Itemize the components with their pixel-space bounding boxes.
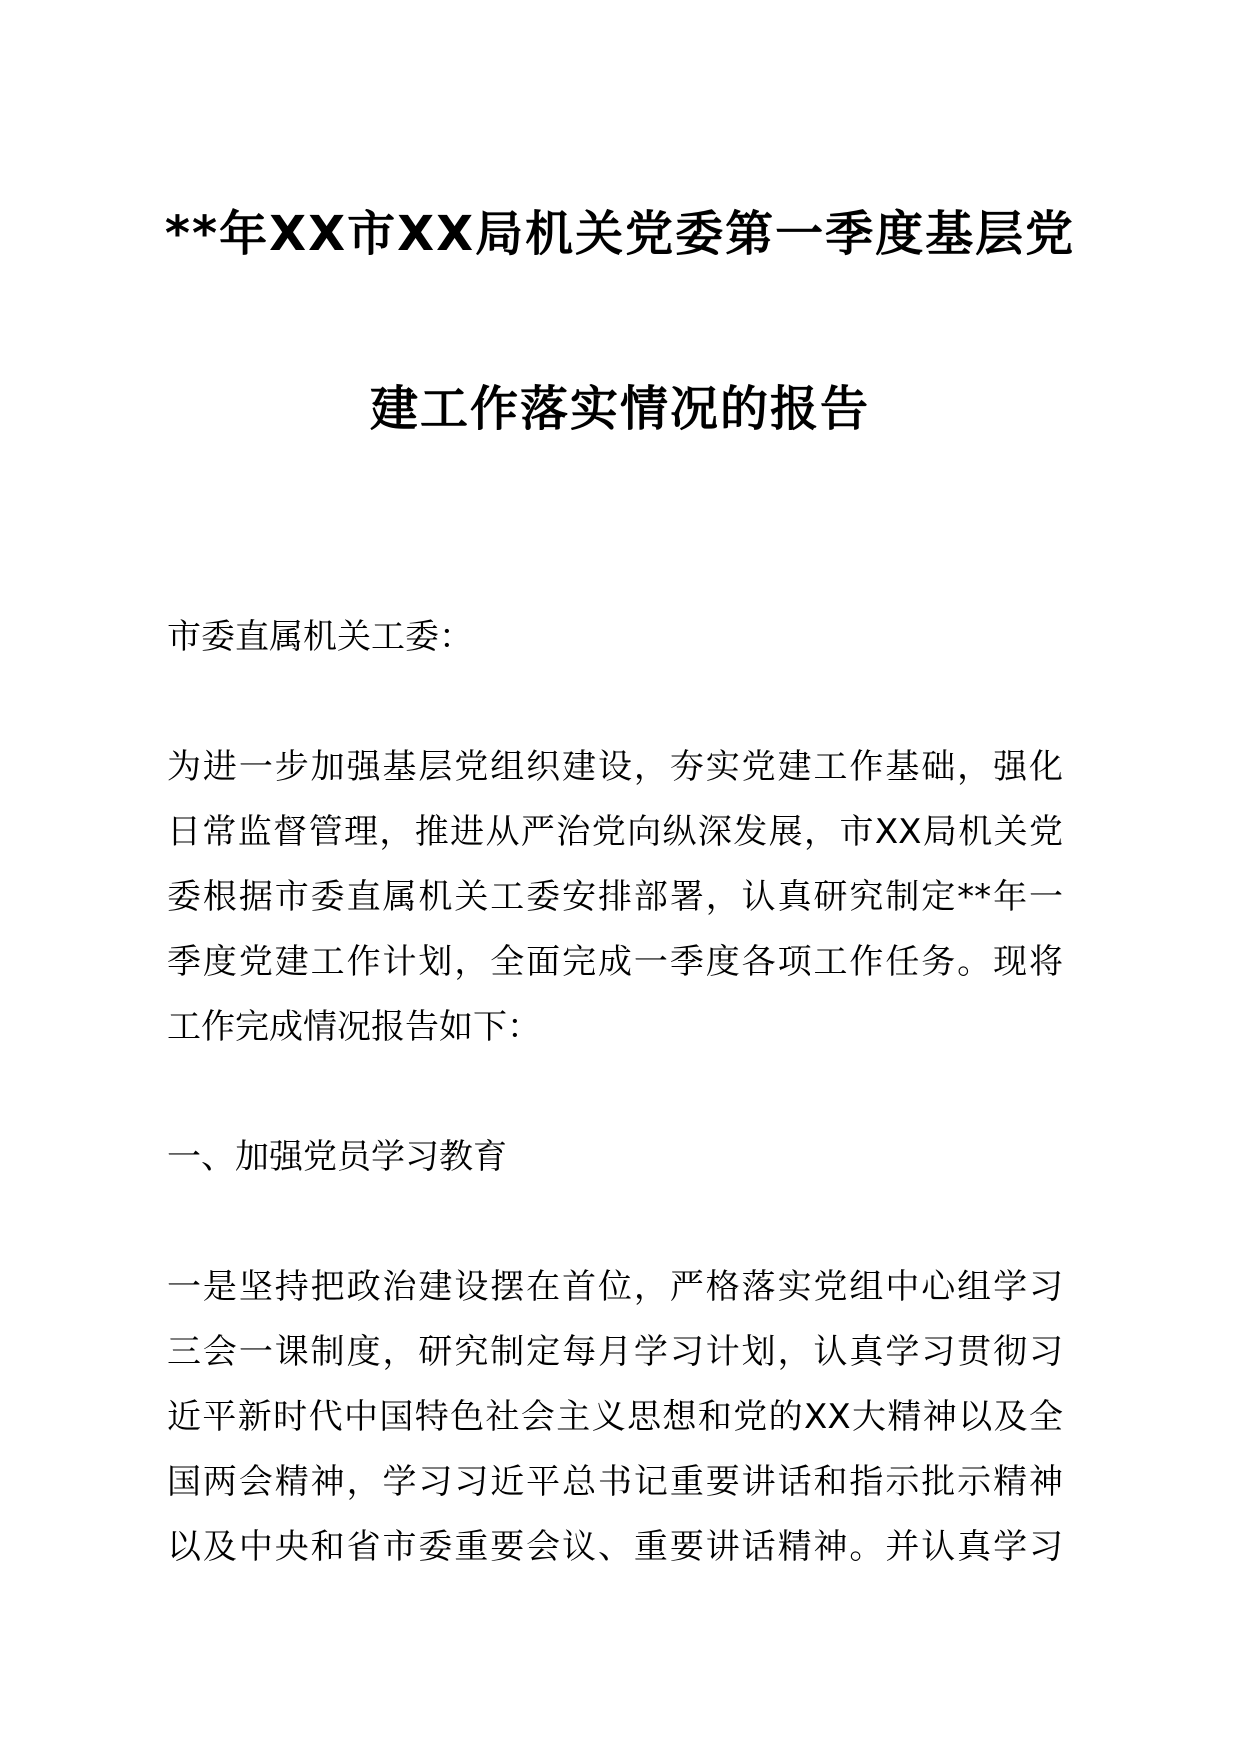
salutation-paragraph bbox=[167, 605, 1063, 670]
section-body-paragraph bbox=[167, 1255, 1063, 1580]
body-line: 一是坚持把政治建设摆在首位，严格落实党组中心组学习 bbox=[167, 1267, 1063, 1307]
body-line: 以及中央和省市委重要会议、重要讲话精神。并认真学习 bbox=[167, 1527, 1063, 1567]
body-line: 日常监督管理，推进从严治党向纵深发展，市XX局机关党 bbox=[167, 812, 1063, 852]
salutation-text: 市委直属机关工委： bbox=[167, 617, 473, 657]
section-heading-paragraph bbox=[167, 1125, 1063, 1190]
document-body bbox=[0, 605, 1240, 1580]
body-line: 委根据市委直属机关工委安排部署，认真研究制定**年一 bbox=[167, 877, 1063, 917]
title-line-1: **年XX市XX局机关党委第一季度基层党 bbox=[164, 206, 1076, 262]
body-line: 季度党建工作计划，全面完成一季度各项工作任务。现将 bbox=[167, 942, 1063, 982]
title-line-2: 建工作落实情况的报告 bbox=[369, 381, 870, 437]
body-line: 为进一步加强基层党组织建设，夯实党建工作基础，强化 bbox=[167, 747, 1063, 787]
section-heading-text: 一、加强党员学习教育 bbox=[167, 1137, 507, 1177]
body-line: 国两会精神，学习习近平总书记重要讲话和指示批示精神 bbox=[167, 1462, 1063, 1502]
body-line: 三会一课制度，研究制定每月学习计划，认真学习贯彻习 bbox=[167, 1332, 1063, 1372]
body-line: 工作完成情况报告如下： bbox=[167, 1007, 541, 1047]
document-title bbox=[0, 0, 1240, 497]
body-line: 近平新时代中国特色社会主义思想和党的XX大精神以及全 bbox=[167, 1397, 1063, 1437]
intro-paragraph bbox=[167, 735, 1063, 1060]
